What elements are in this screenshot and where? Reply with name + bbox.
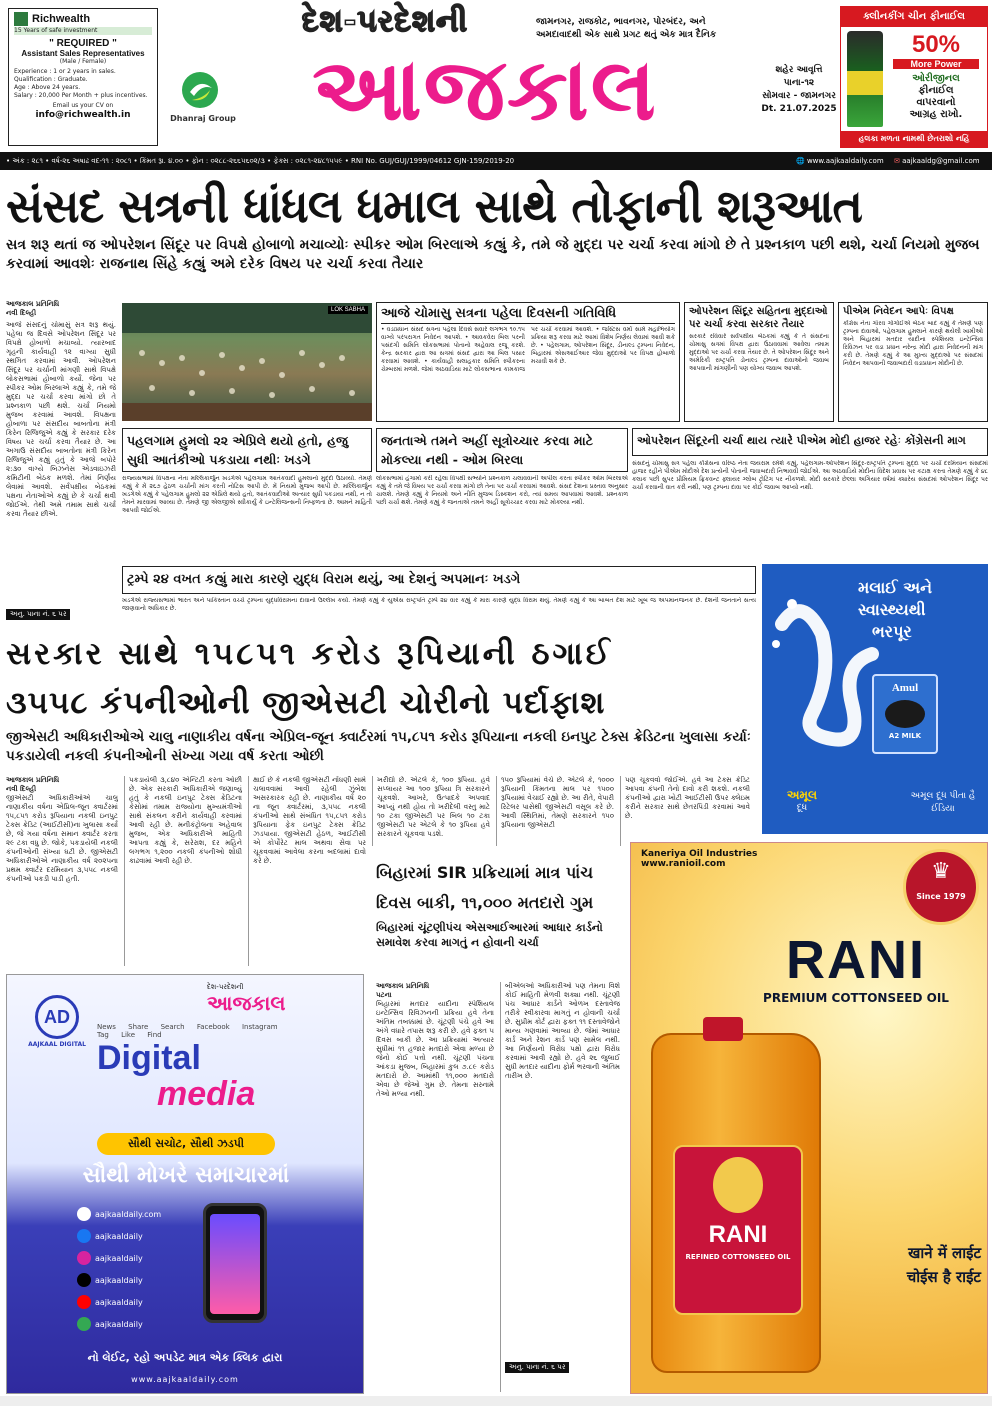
masthead-top-small: દેશ-પરદેશની <box>301 4 469 39</box>
gst-col5: ૧૫૦ રૂપિયામાં વેચે છે. એટલે કે, ૧૦૦૦ રૂપિયાની કિંમતના માલ પર ૧૫૦૦ રૂપિયામાં વેચાઈ રહ્યો છે. આ રીતે, વેપારી રિટેલર પાસેથી જીએસટી વસૂલ કરે છે. આવી સ્થિતિમાં, તેમણે સરકારને ૧૫૦ રૂપિયાના જીએસટી <box>496 776 614 846</box>
bihar-headline2: દિવસ બાકી, ૧૧,૦૦૦ મતદારો ગુમ <box>376 893 594 912</box>
ad-digital-words: News Share Search Facebook Instagram Tag Like Find <box>97 1023 278 1039</box>
amul-pack-sub: A2 MILK <box>888 732 922 740</box>
box-day-one-body: • વડાપ્રધાન સંસદ સત્રના પહેલા દિવસે સવારે લગભગ ૧૦.૧૫ વાગ્યે પરંપરાગત નિવેદન આપશે. • આવકવેરા બિલ પરની પસંદગી સમિતિ લોકસભામાં પોતાનો અહેવાલ રજૂ કરશે. કેન્દ્ર સરકાર દ્વારા આ સત્રમાં સંસદ દ્વારા આ બિલ પસાર કરવામાં આવશે. • કાર્યવાહી સલાહકાર સમિતિ સ્પીકરના ચેમ્બરમાં મળશે. જેમાં અઠવાડિયા માટે લોકસભાના કામકાજ પર ચર્ચા કરવામાં આવશે. • જસ્ટિસ વર્મા સામે મહાભિયોગ પ્રક્રિયા શરૂ કરવા માટે આમાં વિશેષ નિર્ણય લેવામાં આવી શકે છે. • પહેલગામ, ઓપરેશન સિંદૂર, ડીનાલ્ડ ટ્રમ્પના નિવેદન, બિહારમાં એસઆઈઆર જેવા મુદ્દાઓ પર વિપક્ષ હોબાળો મચાવી શકે છે. <box>381 326 675 373</box>
richwealth-line: Salary : 20,000 Per Month + plus incentives. <box>14 92 148 99</box>
story-congress-body: સંસદનું ચોમાસુ સત્ર પહેલા કોંગ્રેસના વરિષ્ઠ નેતા જયરામ રમેશે કહ્યું, પહેલગામ-ઓપરેશન સિંદૂર-રાષ્ટ્રપતિ ટ્રમ્પના મુદ્દા પર ચર્ચા દરમિયાન સંસદમાં હાજર રહીને પીએમ મોદીએ દેશ પ્રત્યેની પોતાની જવાબદારી નિભાવવી જોઈએ. આ અઠવાડિયે મોદીના વિદેશ પ્રવાસ પર કટાક્ષ કરતા તેમણે કહ્યું કે ૪૮ કલાક પછી સુપર પ્રીમિયમ ફ્રિકવન્ટ ફ્લાયર ગ્લોબ ટ્રોટિંગ પર નીકળશે. મોદી સરકારે છેલ્લા અગિયાર વર્ષમાં ક્યારેય સંસદમાં ઓપરેશન સિંદૂર પર ચર્ચા કરવાની વાત કરી નથી, પણ ટ્રમ્પના દાવા પર કોઈ જવાબ આપ્યો નથી. <box>632 460 988 491</box>
bihar-col <box>376 982 494 1392</box>
bihar-headline <box>376 858 620 952</box>
web-icon <box>77 1207 91 1221</box>
rani-since: Since 1979 <box>916 892 966 901</box>
richwealth-brand: Richwealth <box>32 13 91 25</box>
pages: પાના-૧૨ <box>783 78 815 88</box>
rani-since-badge <box>903 849 979 925</box>
bihar-headline1: બિહારમાં SIR પ્રક્રિયામાં માત્ર પાંચ <box>376 863 594 882</box>
rani-company-name: Kaneriya Oil Industries <box>641 849 758 859</box>
social-row-x[interactable]: aajkaaldaily <box>77 1273 237 1287</box>
edition: શહેર આવૃત્તિ <box>775 65 823 75</box>
richwealth-ad[interactable] <box>8 8 158 146</box>
story-birla <box>376 428 628 564</box>
amul-brand: અમૂલ <box>786 788 818 802</box>
phenyl-bottle-icon <box>847 31 883 127</box>
bihar-sub: બિહારમાં ચૂંટણીપંચ એસઆઈઆરમાં આધાર કાર્ડનો સમાવેશ કરવા માગતું ન હોવાની ચર્ચા <box>376 921 603 949</box>
richwealth-email[interactable]: info@richwealth.in <box>35 110 131 120</box>
richwealth-role: Assistant Sales Representatives <box>21 49 145 58</box>
gst-col3: ક્ષાઈ છે કે નકલી જીએસટી નોંધણી સામે ચલાવવામાં આવી રહેલી ઝુંબેશ અસરકારક રહી છે. નાણાકીય વર્ષ ૨૦ ના જૂન ક્વાર્ટરમાં, ૩,૫૫૮ નકલી કંપનીઓ સાથે સંબંધિત ૧૫,૮૫૧ કરોડ રૂપિયાના ફેક ઇનપુટ ટેક્સ ક્રેડિટ ઝડપાયા. જીએસટી હેઠળ, આઈટીસી એ કોર્પોરેટ માલ અથવા સેવા પર ચૂકવવામાં આવેલા કરના બદલામાં દાવો કરે છે. <box>248 776 366 966</box>
box-day-one-title: આજે ચોમાસુ સત્રના પહેલા દિવસની ગતિવિધિ <box>381 305 675 324</box>
phenyl-footer: હલકા મળતા નામથી છેતરાશો નહિં <box>841 131 987 147</box>
rani-can-sub: REFINED COTTONSEED OIL <box>685 1253 791 1261</box>
digital-media-ad[interactable] <box>6 974 364 1394</box>
story-birla-title: જનતાએ તમને અહીં સૂત્રોચ્ચાર કરવા માટે મોકલ્યા નથી - ઓમ બિરલા <box>376 428 628 472</box>
rani-brand: RANI <box>786 930 926 990</box>
phenyl-percent: 50% <box>911 31 961 58</box>
phenyl-l4: આગ્રહ રાખો. <box>909 109 963 120</box>
story-trump <box>122 566 756 628</box>
rani-crown-icon: ♛ <box>931 859 951 884</box>
story-congress-title: ઓપરેશન સિંદૂરની ચર્ચા થાય ત્યારે પીએમ મોદી હાજર રહેઃ કોંગ્રેસની માગ <box>632 428 988 456</box>
rani-oil-ad[interactable] <box>630 842 988 1394</box>
lead-subheadline: સત્ર શરૂ થતાં જ ઓપરેશન સિંદૂર પર વિપક્ષે હોબાળો મચાવ્યોઃ સ્પીકર ઓમ બિરલાએ કહ્યું કે, તમે જે મુદ્દા પર ચર્ચા કરવા માંગો છે તે પ્રશ્નકાળ પછી થશે, ચર્ચા નિયમો મુજબ કરવામાં આવશેઃ રાજનાથ સિંહે કહ્યું અમે દરેક વિષય પર ચર્ચા કરવા તૈયાર <box>6 237 980 272</box>
phenyl-text <box>889 73 983 121</box>
story-kharge-pahalgam-body: રાજ્યસભામાં વિપક્ષના નેતા મલ્લિકાર્જુન ખડગેએ પહેલગામ આતંકવાદી હુમલાનો મુદ્દો ઉઠાવ્યો. તેમણે કહ્યું કે મેં ૨૬૭ હેઠળ ચર્ચાની માંગ કરતી નોટિસ આપી છે. મેં નિયમો મુજબ આપી છે. મલ્લિકાર્જુન ખડગેએ કહ્યું કે પહેલગામ હુમલો ૨૨ એપ્રિલે થયો હતો, આતંકવાદીઓ અત્યાર સુધી પકડાયા નથી, ન તો તેમને મારવામાં આવ્યા છે. તેમણે જી એલજીએ સ્વીકાર્યું કે ઇન્ટેલિજન્સની નિષ્ફળતા છે. આમને માહિતી આપવી જોઈએ. <box>122 475 372 514</box>
lead-headline: સંસદ સત્રની ધાંધલ ધમાલ સાથે તોફાની શરૂઆત <box>6 179 862 233</box>
day-city: સોમવાર - જામનગર <box>762 91 836 101</box>
gst-subheadline: જીએસટી અધિકારીઓએ ચાલુ નાણાકીય વર્ષના એપ્રિલ-જૂન ક્વાર્ટરમાં ૧૫,૮૫૧ કરોડ રૂપિયાના નકલી ઇનપુટ ટેક્સ ક્રેડિટના ખુલાસા કર્યાઃ પકડાયેલી નકલી કંપનીઓની સંખ્યા ગયા વર્ષ કરતા ઓછી <box>6 729 751 764</box>
info-mail[interactable]: ✉ aajkaaldg@gmail.com <box>894 157 980 165</box>
phenyl-l1: ઓરીજીનલ <box>912 73 960 84</box>
ad-digital-url[interactable]: www.aajkaaldaily.com <box>131 1375 239 1384</box>
gst-col4: ખરીદ્યો છે. એટલે કે, ૧૦૦ રૂપિયા. હવે સપ્લાયર આ ૧૦૦ રૂપિયા ત્રિ સરકારને ચૂકવશે. આખરે, ઉત્પાદકે અપવાદ આપ્યું નથી હોય તો ખરીદેલી વસ્તુ માટે ૧૦ ટકા જીએસટી પર બિલ ૧૦ ટકા જીએસટી પર એટલે કે ૧૦ રૂપિયા હવે સરકારને ચૂકવવા પડશે. <box>372 776 490 846</box>
instagram-icon <box>77 1251 91 1265</box>
rani-company <box>641 849 861 869</box>
amul-milk-pack <box>872 674 938 754</box>
amul-line3: ભરપૂર <box>872 622 912 641</box>
ad-digital-title2: media <box>157 1075 256 1113</box>
social-row-web[interactable]: aajkaaldaily.com <box>77 1207 237 1221</box>
playstore-icon <box>77 1317 91 1331</box>
dhanraj-group: Dhanraj Group <box>170 114 236 123</box>
richwealth-sub: 15 Years of safe investment <box>14 27 152 35</box>
bihar-byline: આજકાલ પ્રતિનિધિ <box>376 982 430 990</box>
gst-byline: આજકાલ પ્રતિનિધિ <box>6 776 60 784</box>
info-web[interactable]: 🌐 www.aajkaaldaily.com <box>796 157 884 165</box>
info-text: • અંક : ૨૮૧ • વર્ષ-૨૬ અષાઢ વદ-૧૧ : ૨૦૮૧ • કિંમત રૂા. ૪.૦૦ • ફોન : ૦૨૮૮-૨૬૬૫૬૦૨/૩ • ફેક્સ : ૦૨૮૧-૨૪૮૧૫૫૯ • RNI No. GUJ/GUJ/1999/04612 GJN-159/2019-20 <box>6 157 515 165</box>
parliament-photo <box>122 303 372 421</box>
phenyl-ad[interactable] <box>840 6 988 148</box>
lead-cont[interactable]: અનુ. પાના નં. ૬ પર <box>6 609 70 620</box>
lead-body: આજે સંસદનું ચોમાસું સત્ર શરૂ થયું. પહેલા જ દિવસે ઓપરેશન સિંદૂર પર વિપક્ષે હોબાળો મચાવ્યો. ત્યારબાદ ગૃહની કાર્યવાહી ૧૨ વાગ્યા સુધી સ્થગિત કરવામાં આવી. ઓપરેશન સિંદૂર પર ચર્ચાની માંગણી સાથે વિપક્ષે લોકસભામાં હોબાળો કર્યો. જેના પર સ્પીકર ઓમ બિરલાએ કહ્યું કે, તમે જે મુદ્દા પર ચર્ચા કરવા માંગો છો તે પ્રશ્નકાળ પછી થશે. ચર્ચા નિયમો મુજબ કરવામાં આવશે. વિપક્ષના હોબાળા પર સંસદીય બાબતોના મંત્રી કિરેન રિજિજુએ કહ્યું કે સરકાર દરેક વિષય પર ચર્ચા કરવા તૈયાર છે. આ અગાઉ સંસદીય બાબતોના મંત્રી કિરેન રિજિજુએ કહ્યું હતું કે આજે બપોરે ૨:૩૦ વાગ્યે બિઝનેસ એડવાઇઝરી કમિટીની બેઠક મળશે. તેમાં નિર્ણય લેવામાં આવશે. સર્વપક્ષીય બેઠકમાં પક્ષના નેતાઓએ કહ્યું છે કે ચર્ચા થવી જોઈએ. તેથી અમે તમામ સાથે ચર્ચા કરવા તૈયાર છીએ. <box>6 321 116 518</box>
rani-web[interactable]: www.ranioil.com <box>641 859 726 869</box>
amul-tagline: અમૂલ દૂધ પીતા હૈ ઈંડિયા <box>910 791 976 814</box>
gst-headline1: સરકાર સાથે ૧૫૮૫૧ કરોડ રૂપિયાની ઠગાઈ <box>6 636 613 672</box>
ad-digital-footer: નો લેઈટ, રહો અપડેટ માત્ર એક ક્લિક દ્વારા <box>87 1351 283 1364</box>
rani-can-figure-icon <box>713 1157 763 1213</box>
dhanraj-logo-icon <box>180 70 220 110</box>
phenyl-l2: ફીનાઈલ <box>918 85 954 96</box>
phone-icon <box>203 1203 267 1323</box>
bihar-col1: બિહારમાં મતદાર યાદીના સ્પેશિયલ ઇન્ટેન્સિવ રિવિઝનની પ્રક્રિયા હવે તેના અંતિમ તબક્કામાં છે. ચૂંટણી પંચે હવે આ અંગે વધારે તપાસ શરૂ કરી છે. હવે ફક્ત ૫ દિવસ બાકી છે. આ પ્રક્રિયામાં અત્યાર સુધીમાં ૧૧ હજાર મતદારો એવા મળ્યા છે જેનો કોઈ પત્તો નથી. ચૂંટણી પંચના આંકડા મુજબ, બિહારમાં કુલ ૭.૮૯ કરોડ મતદારો છે. આમાંથી ૧૧,૦૦૦ મતદારો એવા છે જેઓ ગુમ છે. તેમના સરનામે તેઓ મળ્યા નથી. <box>376 1000 494 1098</box>
box-day-one <box>376 302 680 422</box>
facebook-icon <box>77 1229 91 1243</box>
richwealth-lines <box>14 68 152 100</box>
bihar-columns <box>376 982 620 1392</box>
rani-hindi2: चोईस है राईट <box>906 1268 981 1286</box>
rani-product: PREMIUM COTTONSEED OIL <box>763 991 949 1005</box>
richwealth-line: Qualification : Graduate. <box>14 76 88 83</box>
buffalo-icon <box>885 700 925 728</box>
amul-brand-block <box>772 788 832 813</box>
gst-dateline: નવી દિલ્હી <box>6 785 37 793</box>
rani-can-label <box>673 1145 803 1315</box>
richwealth-email-label: Email us your CV on <box>52 102 114 109</box>
gst-col <box>6 776 118 966</box>
parliament-photo-image <box>122 303 372 421</box>
masthead-tagline: જામનગર, રાજકોટ, ભાવનગર, પોરબંદર, અને અમદાવાદથી એક સાથે પ્રગટ થતું એક માત્ર દૈનિક <box>536 17 717 40</box>
story-birla-body: લોકસભામાં હંગામો કરી રહેલા વિપક્ષી સભ્યોને પ્રશ્નકાળ ચલાવવાની અપીલ કરતા સ્પીકર ઓમ બિરલાએ કહ્યું કે તમે જે વિષય પર ચર્ચા કરવા માંગો છો તેના પર ચર્ચા કરવામાં આવશે. સંસદ દેશના પ્રસ્તાવ અનુસાર ચાલશે. તેમણે કહ્યું કે નિયમો અને નીતિ મુજબ ડિસ્કશન કરો, ત્યાં સમય આપવામાં આવશે. પ્રશ્નકાળ પછી ચર્ચા થશે. તેમણે કહ્યું કે જનતાએ તમને અહીં સૂત્રોચ્ચાર કરવા માટે મોકલ્યા નથી. <box>376 475 628 506</box>
rani-can-brand: RANI <box>708 1221 768 1248</box>
ad-digital-headline: સૌથી મોખરે સમાચારમાં <box>82 1163 290 1188</box>
lead-body-col <box>6 300 116 625</box>
date: Dt. 21.07.2025 <box>761 104 837 114</box>
ad-digital-title1: Digital <box>97 1039 201 1077</box>
bihar-col2: બીએલઓ અધિકારીઓ પણ તેમના વિશે કોઈ માહિતી મેળવી શક્યા નથી. ચૂંટણી પંચ આધાર કાર્ડને ઓળખ દસ્તાવેજ તરીકે સ્વીકારવા માગતું ન હોવાની ચર્ચા છે. સુપ્રીમ કોર્ટ દ્વારા ફક્ત ૧૧ દસ્તાવેજોને માન્ય ગણવામાં આવ્યા છે. જેમાં આધાર કાર્ડ અને રેશન કાર્ડ પણ સામેલ નથી. આ નિર્ણયનો વિરોધ પક્ષો દ્વારા વિરોધ કરવામાં આવી રહ્યો છે. હવે ૨૬ જુલાઈ સુધી મતદાર યાદીના ફોર્મ ભરવાની અંતિમ તારીખ છે. <box>505 982 620 1080</box>
ad-digital-brand: આજકાલ <box>207 991 286 1015</box>
dhanraj-logo <box>168 70 238 130</box>
youtube-icon <box>77 1295 91 1309</box>
phenyl-l3: વાપરવાનો <box>916 97 956 108</box>
info-bar <box>0 152 992 170</box>
social-row-playstore[interactable]: aajkaaldaily <box>77 1317 237 1331</box>
richwealth-logo-icon <box>14 12 28 26</box>
box-govt-ready <box>684 302 834 422</box>
gst-col1: જીએસટી અધિકારીઓએ ચાલુ નાણાકીય વર્ષના એપ્રિલ-જૂન ક્વાર્ટરમાં ૧૫,૮૫૧ કરોડ રૂપિયાના નકલી ઇનપુટ ટેક્સ ક્રેડિટ (આઈટીસી)ના ખુલાસા કર્યા છે, જે ગયા વર્ષના સમાન ક્વાર્ટર કરતા ૨૯ ટકા વધુ છે. જોકે, પકડાયેલી નકલી કંપનીઓની સંખ્યા ઘટી છે. જીએસટી અધિકારીઓએ નાણાકીય વર્ષ ૨૦૨૫ના પ્રથમ ક્વાર્ટર દરમિયાન ૩,૫૫૮ નકલી કંપનીઓ પકડી પાડી હતી. <box>6 794 118 883</box>
lead-dateline: નવી દિલ્હી <box>6 309 37 317</box>
rani-can-cap-icon <box>703 1017 743 1041</box>
box-govt-ready-title: ઓપરેશન સિંદૂર સહિતના મુદ્દાઓ પર ચર્ચા કરવા સરકાર તૈયાર <box>689 306 828 330</box>
social-row-youtube[interactable]: aajkaaldaily <box>77 1295 237 1309</box>
lead-byline: આજકાલ પ્રતિનિધિ <box>6 300 60 308</box>
box-pm-statement-title: પીએમ નિવેદન આપેઃ વિપક્ષ <box>843 306 954 317</box>
masthead <box>0 0 992 148</box>
masthead-title: આજકાલ <box>312 40 658 140</box>
amul-ad[interactable] <box>762 564 988 834</box>
amul-line1: મલાઈ અને <box>858 578 933 597</box>
phenyl-heading: ક્લીનકીંગ ચીન ફીનાઈલ <box>841 7 987 27</box>
box-pm-statement-body: કોંગ્રેસ નેતા ગૌરવ ગોગોઈએ બેઠક બાદ કહ્યું કે તેમણે પણ ટ્રમ્પના દાવાઓ, પહેલગામ હુમલાને કારણે થયેલી ખામીઓ અને બિહારમાં મતદાર યાદીના સ્પેશિયલ ઇન્ટેન્સિવ રિવિઝન પર વડા પ્રધાન નરેન્દ્ર મોદી દ્વારા નિવેદનની માંગ કરી છે. તેમણે કહ્યું કે આ મુખ્ય મુદ્દાઓ પર સંસદમાં નિવેદન આપવાની જવાબદારી વડાપ્રધાન મોદીની છે. <box>843 320 983 367</box>
gst-headline2: ૩૫૫૮ કંપનીઓની જીએસટી ચોરીનો પર્દાફાશ <box>6 685 606 721</box>
photo-caption: LOK SABHA <box>328 306 368 314</box>
richwealth-line: Experience : 1 or 2 years in sales. <box>14 68 116 75</box>
gst-col6: પણ ચૂકવવો જોઈએ. હવે આ ટેક્સ ક્રેડિટ આપવા કંપની તેનો દાવો કરી શકશે. નકલી કંપનીઓ દ્વારા ખોટી આઈટીસી ઉપર ક્લેઇમ કરીને સરકાર સાથે છેતરપિંડી કરવામાં આવે છે. <box>620 776 750 846</box>
ad-logo: AD <box>35 995 79 1039</box>
gst-col2: પકડાયેલી ૩,૮૪૦ એન્ટિટી કરતા ઓછી છે. એક સરકારી અધિકારીએ જણાવ્યું હતું કે નકલી ઇનપુટ ટેક્સ ક્રેડિટના કેસોમાં તમામ રાજ્યોના મુખ્યમંત્રીઓ સાથે સંકલન કરીને કાર્યવાહી કરવામાં આવી રહી છે. મનીકંટ્રોલના અહેવાલ મુજબ, એક અધિકારીએ માહિતી આપતા કહ્યું કે, સરેરાશ, દર મહિને લગભગ ૧,૨૦૦ નકલી કંપનીઓ શોધી કાઢવામાં આવી રહી છે. <box>124 776 242 966</box>
rani-can <box>651 1033 821 1373</box>
richwealth-gender: (Male / Female) <box>59 58 107 65</box>
phenyl-more: More Power <box>893 59 979 69</box>
richwealth-line: Age : Above 24 years. <box>14 84 81 91</box>
box-pm-statement <box>838 302 988 422</box>
story-kharge-pahalgam-title: પહલગામ હુમલો ૨૨ એપ્રિલે થયો હતો, હજુ સુધી આતંકીઓ પકડાયા નથીઃ ખડગે <box>122 428 372 472</box>
rani-hindi1: खाने में लाईट <box>908 1244 981 1262</box>
ad-logo-box <box>27 995 87 1048</box>
print-registration-bar <box>0 1396 992 1406</box>
amul-pack-brand: Amul <box>891 682 919 694</box>
story-congress <box>632 428 988 564</box>
mail-icon: ✉ <box>894 157 900 165</box>
social-row-instagram[interactable]: aajkaaldaily <box>77 1251 237 1265</box>
box-govt-ready-body: સરકારે રવિવારે સર્વપક્ષીય બેઠકમાં કહ્યું કે તે સંસદના ચોમાસુ સત્રમાં વિપક્ષ દ્વારા ઉઠાવવામાં આવેલા તમામ મુદ્દાઓ પર ચર્ચા કરવા તૈયાર છે. તે ઓપરેશન સિંદૂર અને અમેરિકી રાષ્ટ્રપતિ ડોનાલ્ડ ટ્રમ્પના દાવાઓનો જવાબ આપવાની માંગણીની પણ યોગ્ય જવાબ આપશે. <box>689 333 829 372</box>
bihar-cont[interactable]: અનુ. પાના નં. ૬ પર <box>505 1362 569 1373</box>
ad-digital-small-brand: દેશ-પરદેશની <box>207 983 244 991</box>
bihar-dateline: પટના <box>376 991 392 999</box>
bihar-col <box>500 982 620 1392</box>
globe-icon: 🌐 <box>796 157 805 165</box>
richwealth-required: " REQUIRED " <box>49 38 117 49</box>
social-row-facebook[interactable]: aajkaaldaily <box>77 1229 237 1243</box>
x-icon <box>77 1273 91 1287</box>
amul-brand-sub: દૂધ <box>796 803 808 813</box>
ad-digital-brand-box <box>207 983 317 1014</box>
amul-line2: સ્વાસ્થ્યથી <box>858 600 926 619</box>
story-kharge-pahalgam <box>122 428 372 564</box>
story-trump-body: ખડગેએ રાજ્યસભામાં ભારત અને પાકિસ્તાન વચ્ચે ટ્રમ્પના યુદ્ધવિરામના દાવાનો ઉલ્લેખ કર્યો. તેમણે કહ્યું કે યુએસ રાષ્ટ્રપતિ ટ્રમ્પે ૨૪ વાર કહ્યું કે મારા કારણે યુદ્ધ વિરામ થયું. તેમણે કહ્યું કે આ બાબત દેશ માટે ખૂબ જ અપમાનજનક છે. દેશની જનતાને સત્ય જાણવાનો અધિકાર છે. <box>122 597 756 612</box>
story-trump-title: ટ્રમ્પે ૨૪ વખત કહ્યું મારા કારણે યુદ્ધ વિરામ થયું, આ દેશનું અપમાનઃ ખડગે <box>122 566 756 594</box>
ad-digital-pill: સૌથી સચોટ, સૌથી ઝડપી <box>97 1133 275 1155</box>
edition-info <box>760 64 838 116</box>
ad-logo-sub: AAJKAAL DIGITAL <box>28 1041 86 1048</box>
